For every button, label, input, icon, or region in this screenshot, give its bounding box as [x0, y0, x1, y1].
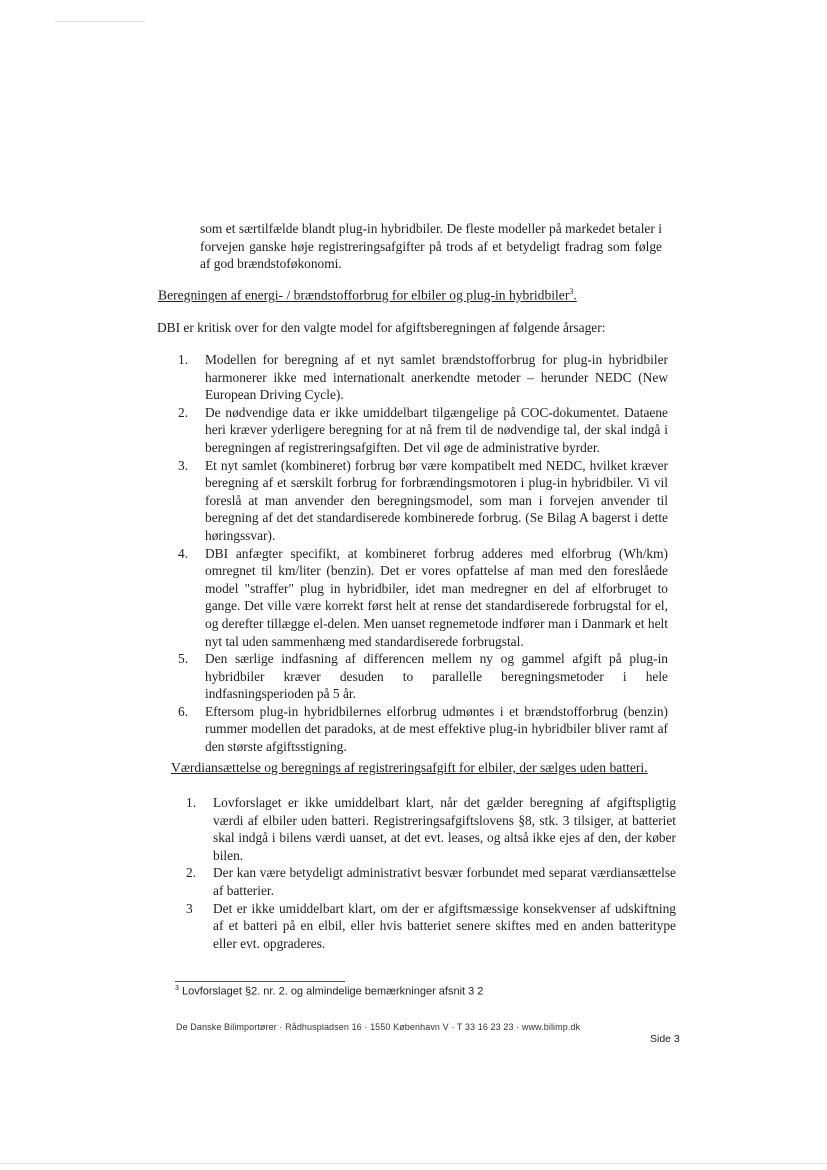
battery-list: [186, 794, 676, 952]
list-item: [178, 351, 668, 404]
list-number: 3.: [178, 457, 189, 473]
footnote: [175, 985, 483, 998]
list-number: 1.: [178, 352, 189, 367]
intro-paragraph: som et særtilfælde blandt plug-in hybridbiler. De fleste modeller på markedet betaler i forvejen ganske høje registreringsafgifter på trods af et betydeligt fradrag som følge af god brændstoføkonomi.: [200, 221, 662, 272]
reasons-list: [178, 351, 668, 756]
list-number: 6.: [178, 703, 189, 719]
list-item: [178, 404, 668, 457]
list-item: [178, 545, 668, 651]
list-item-text: Eftersom plug-in hybridbilernes elforbrug udmøntes i et brændstofforbrug (benzin) rummer modellen det paradoks, at de mest effektive plug-in hybridbiler bliver ramt af den største afgiftsstigning.: [205, 703, 668, 755]
list-number: 1.: [186, 795, 197, 810]
section-heading-text: Beregningen af energi- / brændstofforbrug for elbiler og plug-in hybridbiler: [158, 287, 570, 303]
list-item-text: Et nyt samlet (kombineret) forbrug bør være kompatibelt med NEDC, hvilket kræver beregning af et særskilt forbrug for forbrændingsmotoren i plug-in hybridbiler. Vi vil foreslå at man anvender den beregningsmodel, som man i forvejen anvender til beregning af det det standardiserede kombinerede forbrug. (Se Bilag A bagerst i dette høringssvar).: [205, 457, 668, 543]
scan-artifact: [55, 21, 145, 22]
list-number: 4.: [178, 545, 189, 561]
list-number: 3: [186, 900, 193, 916]
list-item: [186, 900, 676, 953]
footnote-divider: [175, 981, 345, 982]
list-item-text: Modellen for beregning af et nyt samlet brændstofforbrug for plug-in hybridbiler harmonerer ikke med internationalt anerkendte metoder – herunder NEDC (New European Driving Cycle).: [205, 352, 668, 403]
list-item-text: De nødvendige data er ikke umiddelbart tilgængelige på COC-dokumentet. Dataene heri kræver yderligere beregning for at nå frem til de nødvendige tal, der skal indgå i beregningen af registreringsafgiften. Det vil øge de administrative byrder.: [205, 404, 668, 455]
list-item: [186, 864, 676, 899]
list-item-text: Den særlige indfasning af differencen mellem ny og gammel afgift på plug-in hybridbiler kræver desuden to parallelle beregningsmetoder i hele indfasningsperioden på 5 år.: [205, 651, 668, 702]
page-footer: De Danske Bilimportører · Rådhuspladsen 16 · 1550 København V · T 33 16 23 23 · www.bilimp.dk: [176, 1022, 581, 1032]
footnote-marker: 3: [175, 985, 179, 992]
list-item: [178, 703, 668, 756]
heading-period: .: [573, 287, 577, 303]
footnote-text: Lovforslaget §2. nr. 2. og almindelige bemærkninger afsnit 3 2: [181, 985, 484, 998]
list-number: 5.: [178, 651, 189, 667]
scan-artifact: [0, 1163, 827, 1164]
list-item-text: DBI anfægter specifikt, at kombineret forbrug adderes med elforbrug (Wh/km) omregnet til km/liter (benzin). Det er vores opfattelse af man med den foreslåede model "straffer" plug in hybridbiler, idet man medregner en del af elforbruget to gange. Det ville være korrekt først helt at rense det standardiserede forbrugstal for el, og derefter tillægge el-delen. Men uanset regnemetode indfører man i Danmark et helt nyt tal uden sammenhæng med standardiserede forbrugstal.: [205, 545, 668, 649]
list-number: 2.: [178, 404, 189, 420]
list-item: [178, 457, 668, 545]
list-item-text: Lovforslaget er ikke umiddelbart klart, når det gælder beregning af afgiftspligtig værdi af elbiler uden batteri. Registreringsafgiftslovens §8, stk. 3 tilsiger, at batteriet skal indgå i bilens værdi uanset, at det evt. leases, og altså ikke ejes af den, der køber bilen.: [213, 795, 676, 863]
list-item: [178, 650, 668, 703]
section-intro: DBI er kritisk over for den valgte model for afgiftsberegningen af følgende årsager:: [157, 320, 606, 335]
list-item-text: Der kan være betydeligt administrativt besvær forbundet med separat værdiansættelse af batterier.: [213, 865, 676, 898]
list-item-text: Det er ikke umiddelbart klart, om der er afgiftsmæssige konsekvenser af udskiftning af et batteri på en elbil, eller hvis batteriet senere skiftes med en anden batteritype eller evt. opgraderes.: [213, 900, 676, 951]
footnote-ref: 3: [569, 287, 574, 296]
list-item: [186, 794, 676, 864]
list-number: 2.: [186, 865, 197, 881]
section-heading-energy: [158, 287, 577, 304]
section-heading-battery: Værdiansættelse og beregnings af registreringsafgift for elbiler, der sælges uden batteri.: [171, 760, 648, 775]
page-number: Side 3: [650, 1033, 680, 1045]
